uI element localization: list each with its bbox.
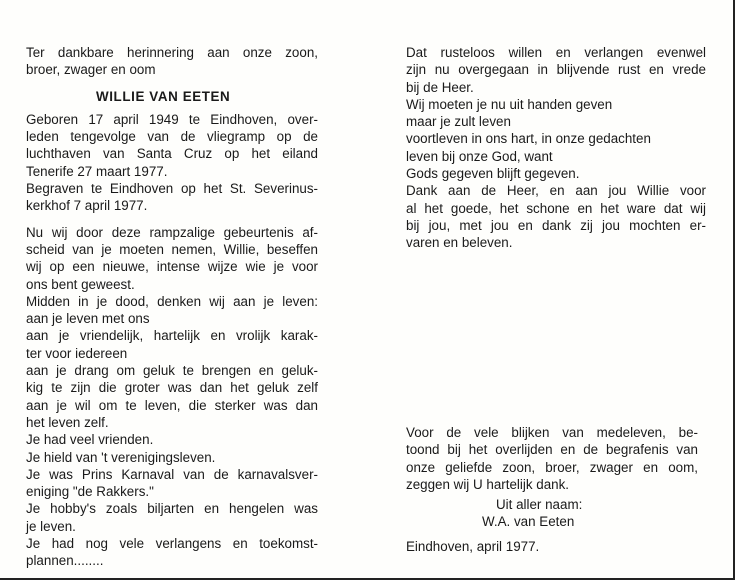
text-line: ons bent geweest.: [26, 276, 135, 292]
text-line: varen en beleven.: [406, 235, 513, 251]
text-line: ter voor iedereen: [26, 345, 128, 361]
text-line: Dat rusteloos willen en verlangen evenwel: [406, 45, 706, 60]
text-line: Midden in je dood, denken wij aan je leven:: [26, 293, 318, 309]
intro-line: Ter dankbare herinnering aan onze zoon,: [26, 45, 318, 60]
text-line: Nu wij door deze rampzalige gebeurtenis af-: [26, 224, 318, 240]
place-date: Eindhoven, april 1977.: [406, 539, 540, 554]
text-line: Je hield van 't verenigingsleven.: [26, 449, 216, 465]
text-line: scheid van je moeten nemen, Willie, beseffen: [26, 241, 318, 257]
text-line: plannen........: [26, 553, 104, 569]
text-line: Wij moeten je nu uit handen geven: [406, 96, 613, 112]
text-line: aan je leven met ons: [26, 311, 150, 327]
text-line: aan je vriendelijk, hartelijk en vrolijk karak-: [26, 328, 318, 344]
text-line: zijn nu overgegaan in blijvende rust en vrede: [406, 62, 706, 78]
text-line: Dank aan de Heer, en aan jou Willie voor: [406, 183, 706, 199]
text-line: leven bij onze God, want: [406, 148, 553, 164]
text-line: aan je drang om geluk te brengen en geluk-: [26, 363, 318, 379]
thanks-line: onze geliefde zoon, broer, zwager en oom,: [406, 459, 698, 475]
signature-intro: Uit aller naam:: [496, 497, 583, 512]
thanks-line: zeggen wij U hartelijk dank.: [406, 476, 570, 492]
text-line: het leven zelf.: [26, 414, 109, 430]
text-line: Je had veel vrienden.: [26, 432, 154, 448]
born-line: Geboren 17 april 1949 te Eindhoven, over-: [26, 111, 318, 127]
buried-line: kerkhof 7 april 1977.: [26, 198, 148, 214]
born-line: luchthaven van Santa Cruz op het eiland: [26, 146, 318, 162]
deceased-name: WILLIE VAN EETEN: [96, 88, 231, 104]
thanks-line: Voor de vele blijken van medeleven, be-: [406, 425, 698, 440]
text-line: maar je zult leven: [406, 114, 511, 130]
thanks-paragraph: [406, 424, 698, 493]
text-line: bij jou, met jou en dank zij jou mochten er-: [406, 217, 706, 233]
text-line: je leven.: [26, 518, 76, 534]
text-line: al het goede, het schone en het ware dat wij: [406, 200, 706, 216]
signature-name: W.A. van Eeten: [482, 514, 575, 530]
text-line: voortleven in ons hart, in onze gedachten: [406, 131, 651, 147]
left-column: [26, 44, 318, 570]
thanks-line: toond bij het overlijden en de begrafenis van: [406, 442, 698, 458]
text-line: eniging "de Rakkers.": [26, 484, 154, 500]
text-line: aan je wil om te leven, die sterker was dan: [26, 397, 318, 413]
born-line: leden tengevolge van de vliegramp op de: [26, 129, 318, 145]
text-line: Je was Prins Karnaval van de karnavalsver-: [26, 466, 318, 482]
text-line: Gods gegeven blijft gegeven.: [406, 166, 580, 182]
born-line: Tenerife 27 maart 1977.: [26, 163, 168, 179]
text-line: kig te zijn die groter was dan het geluk zelf: [26, 380, 318, 396]
buried-line: Begraven te Eindhoven op het St. Severinus-: [26, 181, 318, 197]
text-line: bij de Heer.: [406, 79, 474, 95]
signature-block: [482, 496, 582, 531]
text-line: Je had nog vele verlangens en toekomst-: [26, 536, 318, 552]
text-line: wij op een nieuwe, intense wijze wie je voor: [26, 259, 318, 275]
text-line: Je hobby's zoals biljarten en hengelen was: [26, 501, 318, 517]
right-column: [406, 44, 706, 252]
intro-line: broer, zwager en oom: [26, 62, 156, 78]
